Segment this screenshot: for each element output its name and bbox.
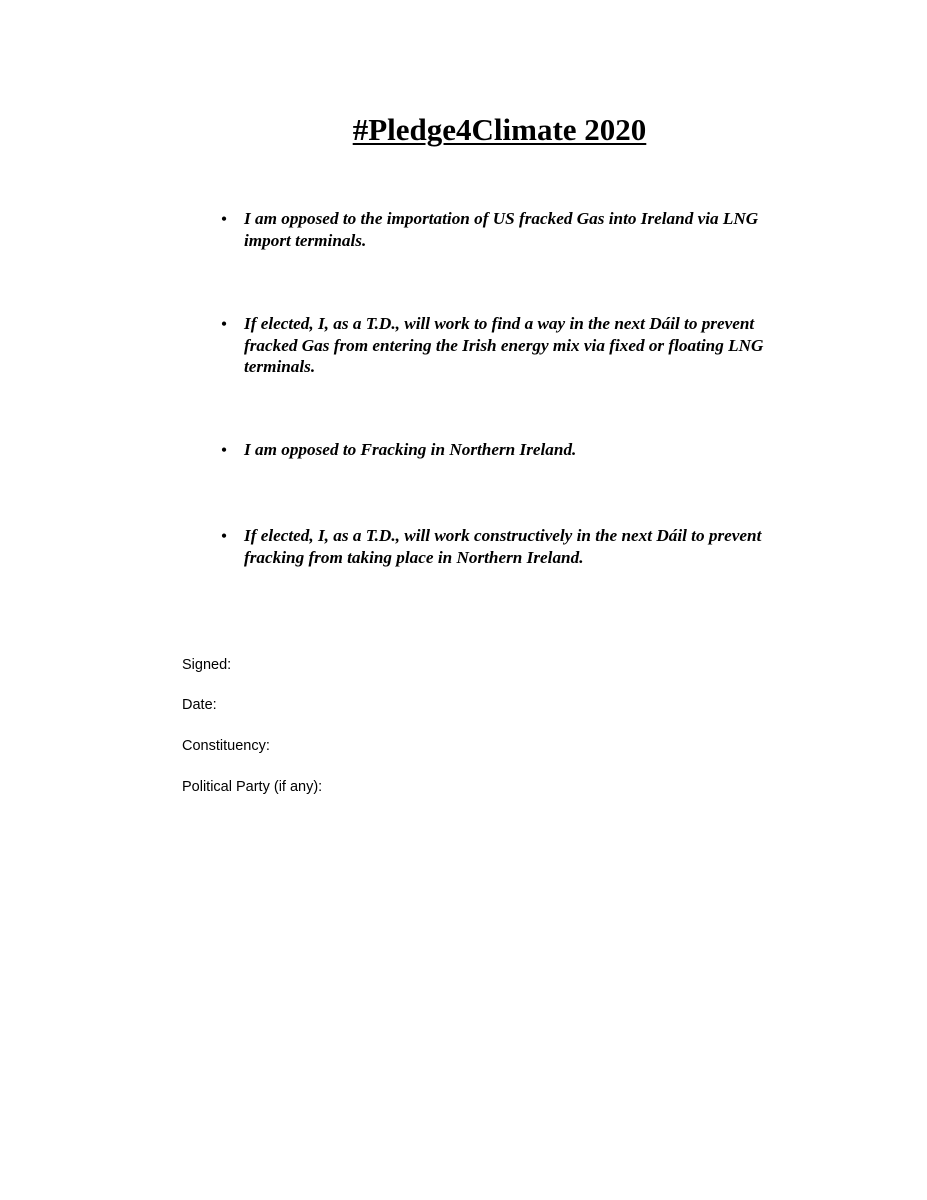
pledge-text: I am opposed to Fracking in Northern Ireland.: [244, 440, 577, 459]
bullet-icon: •: [220, 314, 228, 334]
pledge-text: I am opposed to the importation of US fracked Gas into Ireland via LNG import terminals.: [244, 209, 759, 250]
bullet-icon: •: [220, 440, 228, 460]
date-label: Date:: [182, 697, 217, 713]
signed-label: Signed:: [182, 657, 232, 673]
constituency-label: Constituency:: [182, 738, 270, 754]
pledge-text: If elected, I, as a T.D., will work to find a way in the next Dáil to prevent fracked Gas from entering the Irish energy mix via fixed or floating LNG terminals.: [244, 314, 764, 376]
page-title: #Pledge4Climate 2020: [352, 112, 647, 147]
bullet-icon: •: [220, 526, 228, 546]
political-party-label: Political Party (if any):: [182, 779, 323, 795]
pledge-text: If elected, I, as a T.D., will work constructively in the next Dáil to prevent fracking from taking place in Northern Ireland.: [244, 526, 762, 567]
bullet-icon: •: [220, 209, 228, 229]
